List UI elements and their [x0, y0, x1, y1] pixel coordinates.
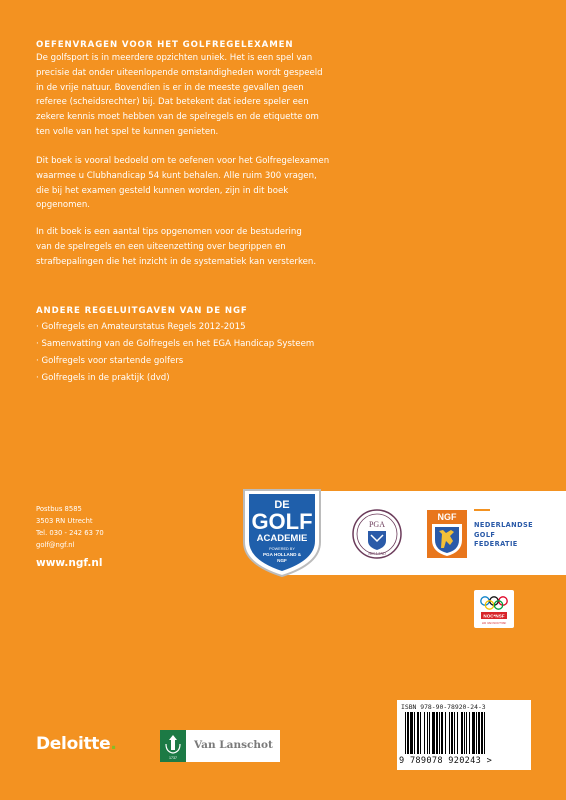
- ngf-name-line: GOLF: [474, 530, 496, 539]
- text-line: strafbepalingen die het inzicht in de systematiek kan versterken.: [36, 256, 317, 267]
- nocnsf-sub: LID VAN NOC*NSF: [481, 621, 507, 625]
- pga-bottom-text: HOLLAND: [368, 552, 386, 556]
- text-line: ten volle van het spel te kunnen genieten.: [36, 126, 219, 137]
- text-line: waarmee u Clubhandicap 54 kunt behalen. Alle ruim 300 vragen,: [36, 170, 317, 181]
- barcode-bar: [457, 712, 458, 754]
- van-lanschot-wordmark: Van Lanschot: [194, 739, 273, 751]
- barcode-bar: [441, 712, 443, 754]
- pga-top-text: PGA: [368, 520, 386, 529]
- intro-paragraph-2: [36, 154, 366, 213]
- badge-powered-text: PGA HOLLAND &: [262, 552, 302, 557]
- barcode: [397, 700, 531, 770]
- barcode-bar: [410, 712, 413, 754]
- barcode-bar: [449, 712, 450, 754]
- text-line: in de vrije natuur. Bovendien is er in de meeste gevallen geen: [36, 82, 304, 93]
- barcode-bar: [476, 712, 477, 754]
- deloitte-dot: .: [110, 734, 117, 754]
- publication-item: · Golfregels voor startende golfers: [36, 356, 184, 366]
- barcode-bar: [466, 712, 467, 754]
- barcode-bar: [472, 712, 475, 754]
- ngf-accent-line: [474, 509, 490, 511]
- olympic-rings-icon: [474, 590, 514, 628]
- ngf-name: [474, 521, 533, 550]
- barcode-bar: [461, 712, 463, 754]
- intro-paragraph-3: [36, 225, 366, 269]
- text-line: die bij het examen gesteld kunnen worden, zijn in dit boek: [36, 185, 289, 196]
- badge-powered-text: NGF: [277, 558, 287, 563]
- barcode-bar: [481, 712, 483, 754]
- postal-address: [36, 503, 104, 551]
- barcode-digits: 9 789078 920243 >: [399, 756, 493, 766]
- ngf-logo-text: NGF: [437, 512, 457, 522]
- intro-heading: OEFENVRAGEN VOOR HET GOLFREGELEXAMEN: [36, 40, 294, 50]
- van-lanschot-year: 1737: [169, 756, 177, 760]
- ngf-name-line: FEDERATIE: [474, 540, 518, 549]
- barcode-bar: [451, 712, 453, 754]
- publication-item: · Samenvatting van de Golfregels en het EGA Handicap Systeem: [36, 339, 315, 349]
- barcode-bar: [432, 712, 435, 754]
- barcode-bar: [484, 712, 485, 754]
- publication-item: · Golfregels in de praktijk (dvd): [36, 373, 170, 383]
- text-line: In dit boek is een aantal tips opgenomen voor de bestudering: [36, 227, 302, 237]
- barcode-bar: [429, 712, 430, 754]
- barcode-bar: [454, 712, 455, 754]
- barcode-bar: [439, 712, 440, 754]
- badge-top-text: DE: [274, 499, 290, 511]
- barcode-bar: [436, 712, 438, 754]
- email-link[interactable]: golf@ngf.nl: [36, 541, 75, 549]
- website-link[interactable]: www.ngf.nl: [36, 557, 103, 569]
- address-line: Postbus 8585: [36, 505, 82, 513]
- barcode-bar: [427, 712, 428, 754]
- deloitte-logo: [36, 734, 117, 754]
- golf-academie-badge: [236, 484, 328, 580]
- pga-holland-logo: [352, 509, 402, 559]
- barcode-bar: [469, 712, 470, 754]
- ngf-name-line: NEDERLANDSE: [474, 521, 534, 529]
- nocnsf-label: NOC*NSF: [483, 613, 505, 619]
- van-lanschot-mark-icon: [160, 730, 186, 762]
- deloitte-wordmark: Deloitte: [36, 734, 111, 754]
- badge-powered-text: POWERED BY: [269, 547, 295, 551]
- text-line: referee (scheidsrechter) bij. Dat betekent dat iedere speler een: [36, 97, 309, 108]
- barcode-bar: [414, 712, 415, 754]
- text-line: De golfsport is in meerdere opzichten uniek. Het is een spel van: [36, 53, 313, 63]
- isbn-text: ISBN 978-90-78920-24-3: [401, 703, 486, 711]
- barcode-bar: [405, 712, 406, 754]
- nocnsf-logo: [474, 590, 514, 628]
- ngf-logo: [427, 510, 467, 558]
- barcode-bar: [445, 712, 446, 754]
- text-line: opgenomen.: [36, 200, 90, 211]
- barcode-bar: [417, 712, 419, 754]
- text-line: zekere kennis moet hebben van de spelregels en de etiquette om: [36, 112, 319, 123]
- barcode-bar: [420, 712, 421, 754]
- barcode-bars: [397, 712, 531, 756]
- barcode-bar: [407, 712, 409, 754]
- barcode-bar: [464, 712, 465, 754]
- other-publications-heading: ANDERE REGELUITGAVEN VAN DE NGF: [36, 306, 248, 316]
- address-line: 3503 RN Utrecht: [36, 517, 93, 525]
- van-lanschot-logo: [160, 730, 280, 762]
- text-line: van de spelregels en een uiteenzetting over begrippen en: [36, 241, 286, 252]
- barcode-bar: [424, 712, 425, 754]
- badge-sub-text: ACADEMIE: [256, 533, 308, 544]
- barcode-bar: [478, 712, 480, 754]
- text-line: precisie dat onder uiteenlopende omstandigheden wordt gespeeld: [36, 67, 323, 78]
- publication-item: · Golfregels en Amateurstatus Regels 2012-2015: [36, 322, 246, 332]
- phone-number: Tel. 030 - 242 63 70: [36, 529, 104, 537]
- intro-paragraph-1: [36, 51, 366, 140]
- text-line: Dit boek is vooral bedoeld om te oefenen voor het Golfregelexamen: [36, 156, 330, 166]
- badge-main-text: GOLF: [251, 509, 313, 534]
